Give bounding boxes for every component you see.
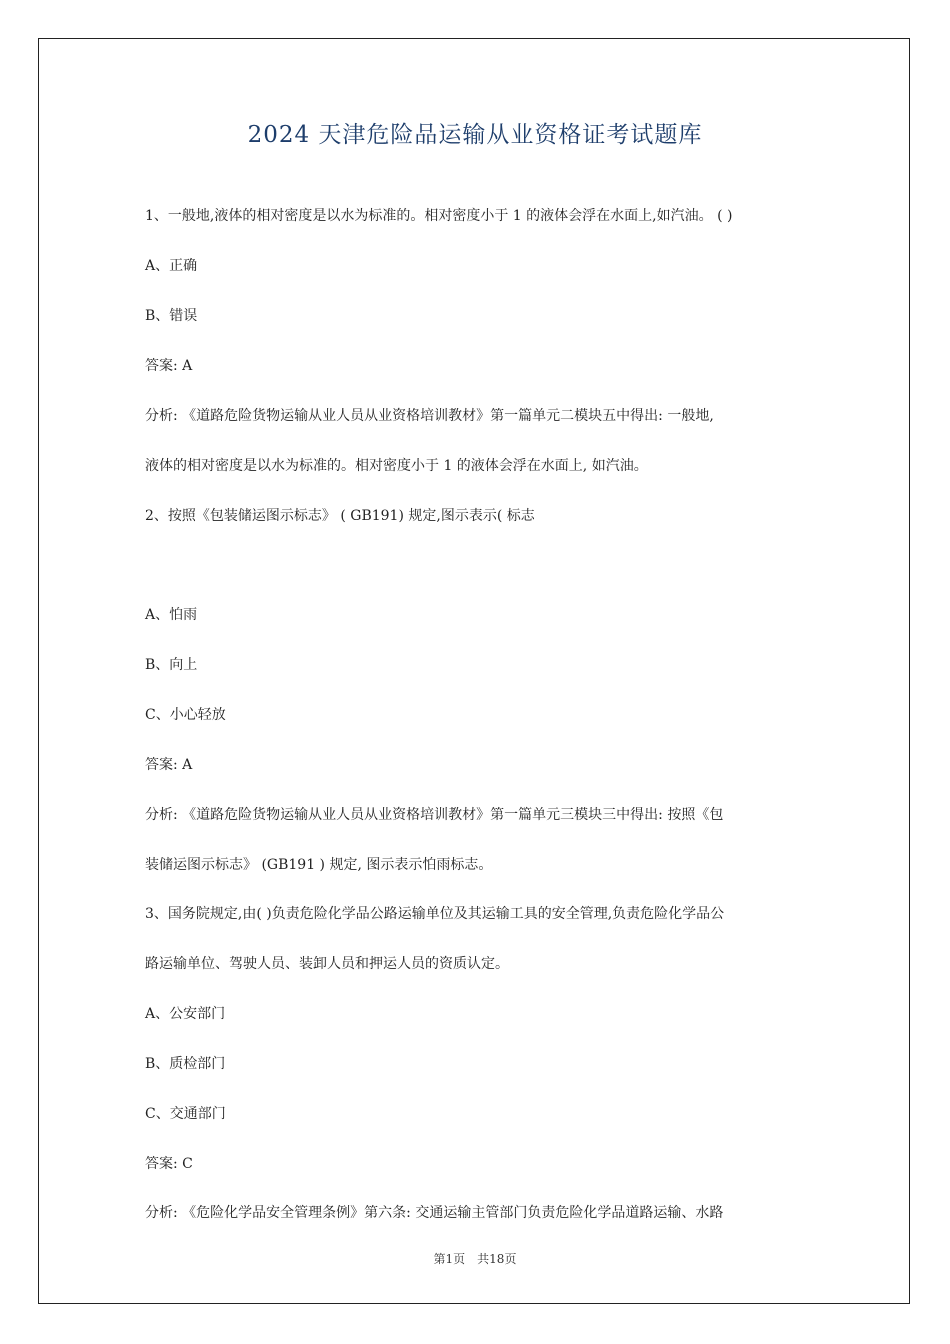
page-footer xyxy=(0,1250,950,1267)
question-2-analysis-line-1: 分析: 《道路危险货物运输从业人员从业资格培训教材》第一篇单元三模块三中得出: 按照《包 xyxy=(145,807,724,823)
question-2-option-c: C、小心轻放 xyxy=(145,707,226,723)
question-1-answer: 答案: A xyxy=(145,358,193,374)
question-1-text: 1、一般地,液体的相对密度是以水为标准的。相对密度小于 1 的液体会浮在水面上,如汽油。 ( ) xyxy=(145,208,733,224)
question-3-option-b: B、质检部门 xyxy=(145,1056,226,1072)
question-3-text-line-2: 路运输单位、驾驶人员、装卸人员和押运人员的资质认定。 xyxy=(145,956,509,972)
question-1-option-b: B、错误 xyxy=(145,308,198,324)
question-3-option-a: A、公安部门 xyxy=(145,1006,226,1022)
page-total: 共18页 xyxy=(477,1252,517,1266)
page-title: 2024 天津危险品运输从业资格证考试题库 xyxy=(247,122,703,148)
question-3-option-c: C、交通部门 xyxy=(145,1106,226,1122)
question-2-answer: 答案: A xyxy=(145,757,193,773)
question-1-option-a: A、正确 xyxy=(145,258,198,274)
question-3-text-line-1: 3、国务院规定,由( )负责危险化学品公路运输单位及其运输工具的安全管理,负责危险化学品公 xyxy=(145,906,725,922)
page-number: 第1页 xyxy=(433,1252,466,1266)
question-1-analysis-line-2: 液体的相对密度是以水为标准的。相对密度小于 1 的液体会浮在水面上, 如汽油。 xyxy=(145,458,648,474)
question-2-option-a: A、怕雨 xyxy=(145,607,198,623)
question-2-text: 2、按照《包装储运图示标志》 ( GB191) 规定,图示表示( 标志 xyxy=(145,508,535,524)
question-1-analysis-line-1: 分析: 《道路危险货物运输从业人员从业资格培训教材》第一篇单元二模块五中得出: 一般地, xyxy=(145,408,714,424)
question-3-analysis-line-1: 分析: 《危险化学品安全管理条例》第六条: 交通运输主管部门负责危险化学品道路运输、水路 xyxy=(145,1205,724,1221)
question-3-answer: 答案: C xyxy=(145,1156,193,1172)
question-2-analysis-line-2: 装储运图示标志》 (GB191 ) 规定, 图示表示怕雨标志。 xyxy=(145,857,493,873)
question-2-option-b: B、向上 xyxy=(145,657,198,673)
